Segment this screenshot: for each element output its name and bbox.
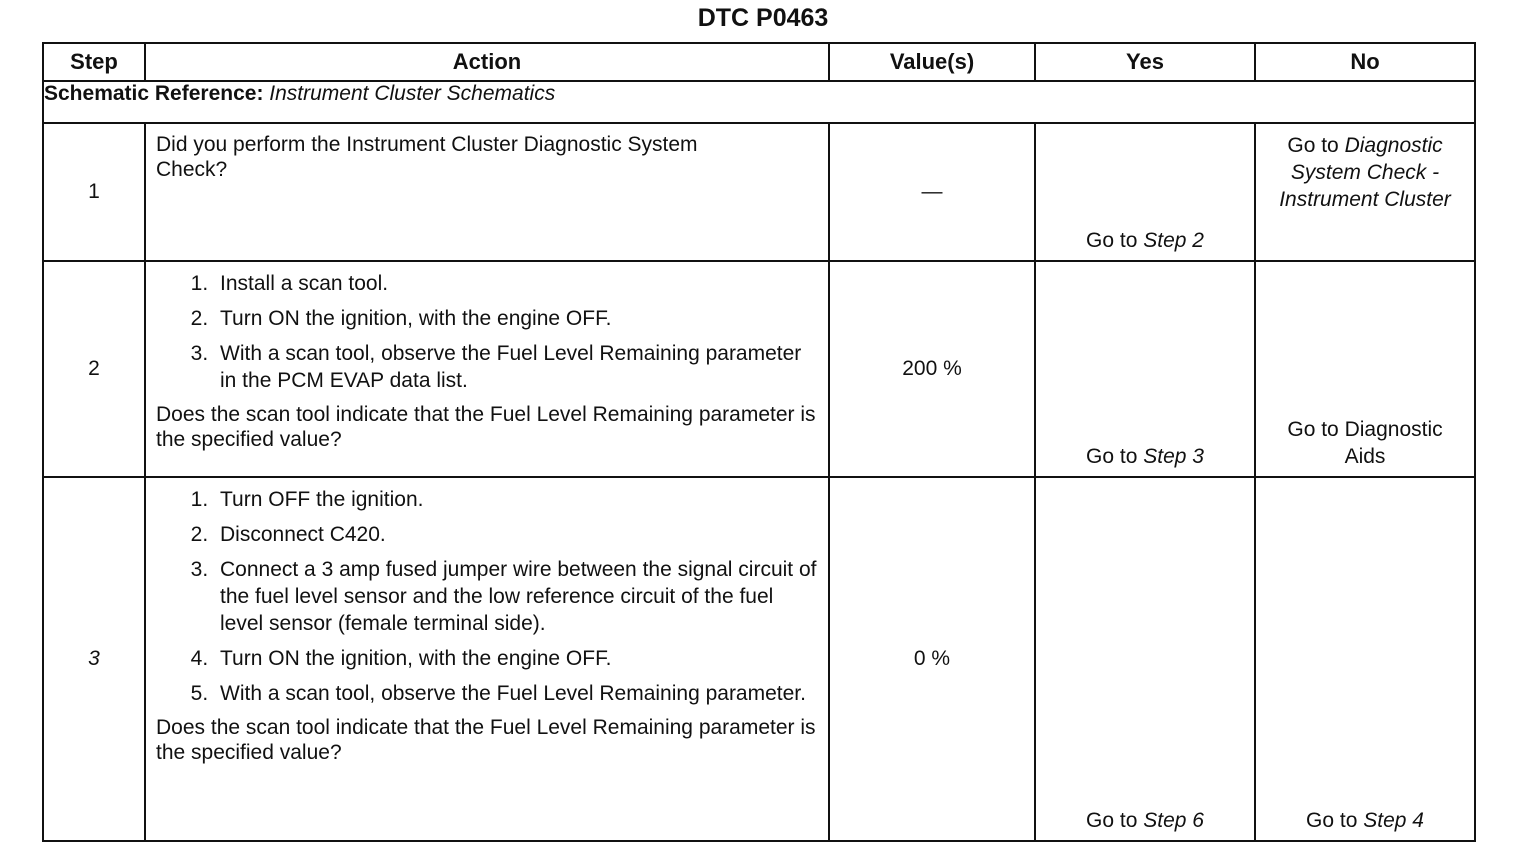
action-cell: [145, 123, 829, 261]
header-step: Step: [43, 43, 145, 81]
no-cell: [1255, 261, 1475, 477]
yes-cell: [1035, 477, 1255, 841]
schematic-reference: [43, 81, 1475, 123]
no-text: Go to Diagnostic Aids: [1287, 418, 1443, 468]
header-value: Value(s): [829, 43, 1035, 81]
yes-prefix: Go to: [1086, 809, 1138, 832]
step-number: 1: [43, 123, 145, 261]
header-no: No: [1255, 43, 1475, 81]
table-row: [43, 477, 1475, 841]
no-prefix: Go to: [1306, 809, 1358, 832]
action-item: 3. Connect a 3 amp fused jumper wire between the signal circuit of the fuel level sensor and the low reference circuit of the fuel level sensor (female terminal side).: [214, 556, 818, 637]
action-item: 3. With a scan tool, observe the Fuel Level Remaining parameter in the PCM EVAP data list.: [214, 340, 818, 394]
action-question: Did you perform the Instrument Cluster Diagnostic System Check?: [156, 133, 698, 181]
action-item: 1. Turn OFF the ignition.: [214, 486, 818, 513]
action-list: [156, 270, 818, 394]
yes-target: Step 3: [1143, 445, 1204, 468]
no-cell: [1255, 123, 1475, 261]
diagnostic-table: [42, 42, 1476, 842]
value-cell: —: [829, 123, 1035, 261]
yes-prefix: Go to: [1086, 229, 1138, 252]
header-action: Action: [145, 43, 829, 81]
schematic-reference-row: [43, 81, 1475, 123]
step-number: 2: [43, 261, 145, 477]
step-number: 3: [43, 477, 145, 841]
action-cell: [145, 261, 829, 477]
table-header-row: [43, 43, 1475, 81]
action-question: Does the scan tool indicate that the Fuel Level Remaining parameter is the specified value?: [156, 403, 816, 451]
no-prefix: Go to: [1287, 134, 1339, 157]
yes-target: Step 6: [1143, 809, 1204, 832]
action-list: [156, 486, 818, 707]
action-item: 4. Turn ON the ignition, with the engine OFF.: [214, 645, 818, 672]
action-question: Does the scan tool indicate that the Fuel Level Remaining parameter is the specified value?: [156, 716, 816, 764]
action-item: 1. Install a scan tool.: [214, 270, 818, 297]
no-target: Step 4: [1363, 809, 1424, 832]
yes-prefix: Go to: [1086, 445, 1138, 468]
value-cell: 200 %: [829, 261, 1035, 477]
schematic-label: Schematic Reference:: [44, 82, 264, 105]
action-item: 5. With a scan tool, observe the Fuel Level Remaining parameter.: [214, 680, 818, 707]
no-cell: [1255, 477, 1475, 841]
yes-cell: [1035, 261, 1255, 477]
action-cell: [145, 477, 829, 841]
value-cell: 0 %: [829, 477, 1035, 841]
action-item: 2. Turn ON the ignition, with the engine OFF.: [214, 305, 818, 332]
action-item: 2. Disconnect C420.: [214, 521, 818, 548]
schematic-link: Instrument Cluster Schematics: [269, 82, 556, 105]
no-target: Diagnostic System Check - Instrument Cluster: [1279, 134, 1451, 211]
yes-cell: [1035, 123, 1255, 261]
header-yes: Yes: [1035, 43, 1255, 81]
yes-target: Step 2: [1143, 229, 1204, 252]
table-row: [43, 123, 1475, 261]
page-title: DTC P0463: [697, 4, 829, 32]
table-row: [43, 261, 1475, 477]
